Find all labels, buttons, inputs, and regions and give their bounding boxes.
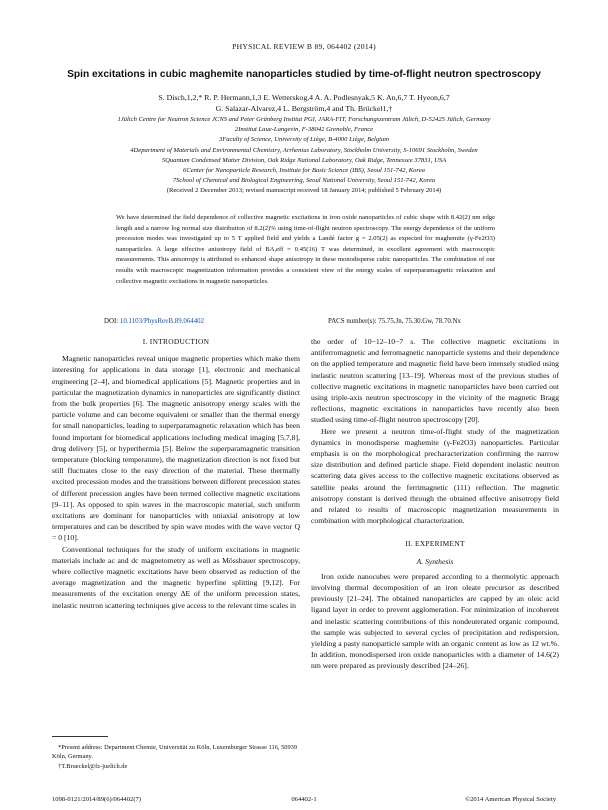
page-number: 064402-1 [291,796,317,803]
affiliation: 6Center for Nanoparticle Research, Institute for Basic Science (IBS), Seoul 151-742, Korea [183,167,425,175]
doi-link[interactable]: 10.1103/PhysRevB.89.064402 [119,318,205,325]
affiliation: 5Quantum Condensed Matter Division, Oak Ridge National Laboratory, Oak Ridge, Tennessee 37831, USA [161,156,447,164]
footnote: *Present address: Department Chemie, Universität zu Köln, Luxemburger Strasse 116, 50939 Köln, Germany. [52,744,298,761]
doi-line [104,318,204,325]
subsection-heading: A. Synthesis [416,556,454,566]
abstract: We have determined the field dependence of collective magnetic excitations in iron oxide nanoparticles of cubic shape with 8.42(2) nm edge length and a narrow log normal size distribution of 8.2(2)% using time-of-flight neutron spectroscopy. The energy dependence of the uniform precession modes was investigated up to 5 T applied field and yields a Landé factor g = 2.05(2) as expected for maghemite (γ-Fe2O3) nanoparticles. A large effective anisotropy field of BA,eff = 0.45(16) T was determined, in excellent agreement with macroscopic measurements. This anisotropy is attributed to enhanced shape anisotropy in these monodisperse cubic nanoparticles. The combination of our results with macroscopic magnetization information provides a consistent view of the energy scales of superparamagnetic relaxation and collective magnetic excitations in magnetic nanoparticles. [116,214,495,285]
affiliation: 1Jülich Centre for Neutron Science JCNS and Peter Grünberg Institut PGI, JARA-FIT, Forschungszentrum Jülich, D-52425 Jülich, Germany [117,116,491,123]
footnotes [52,743,300,771]
affiliation: 7School of Chemical and Biological Engineering, Seoul National University, Seoul 151-742, Korea [172,177,436,185]
author-list [40,92,568,114]
affiliation: 3Faculty of Science, University of Liège, B-4000 Liège, Belgium [218,136,390,144]
journal-header: PHYSICAL REVIEW B 89, 064402 (2014) [232,42,376,51]
affiliations [20,115,588,197]
footer-issn: 1098-0121/2014/89(6)/064402(7) [52,796,142,803]
footer-copyright: ©2014 American Physical Society [465,796,556,803]
left-column [52,336,300,611]
author-line: S. Disch,1,2,* R. P. Hermann,1,3 E. Wetterskog,4 A. A. Podlesnyak,5 K. An,6,7 T. Hyeon,6,7 [158,93,450,102]
affiliation: 2Institut Laue-Langevin, F-38042 Grenoble, France [234,126,374,134]
pacs-numbers: PACS number(s): 75.75.Jn, 75.30.Gw, 78.70.Nx [328,318,461,325]
section-heading: II. EXPERIMENT [405,539,465,549]
received-dates: (Received 2 December 2013; revised manuscript received 18 January 2014; published 5 February 2014) [166,187,442,195]
paragraph: Iron oxide nanocubes were prepared according to a thermolytic approach involving thermal decomposition of an iron oleate precursor as described previously [21–24]. The obtained nanoparticles are capped by an oleic acid ligand layer in order to prevent agglomeration. For minimization of incoherent and inelastic scattering contributions of this nondeuterated organic compound, the sample was subjected to several cycles of precipitation and redispersion, yielding a pasty nanoparticle sample with an organic content as low as 12 wt.%. In addition, monodispersed iron oxide nanoparticles with a diameter of 14.6(2) nm were prepared as previously described [24–26]. [311,571,559,671]
affiliation: 4Department of Materials and Environmental Chemistry, Arrhenius Laboratory, Stockholm University, S-10691 Stockholm, Sweden [130,146,478,154]
paragraph: the order of 10−12–10−7 s. The collective magnetic excitations in antiferromagnetic and ferromagnetic nanoparticle systems and their dependence on the applied temperature and magnetic field have been intensely studied using inelastic neutron scattering [13–19]. Whereas most of the previous studies of collective magnetic excitations in magnetic nanoparticles have been carried out using triple-axis neutron spectroscopy in the vicinity of the magnetic Bragg reflections, magnetic excitations in nanoparticles have recently also been studied using time-of-flight neutron spectroscopy [20]. [311,337,559,425]
right-column [311,336,559,672]
footnote-rule [52,736,108,737]
paragraph: Here we present a neutron time-of-flight study of the magnetization dynamics in monodisperse maghemite (γ-Fe2O3) nanoparticles. Particular emphasis is on the morphological precharacterization confirming the narrow size distribution and defined particle shape. Field dependent inelastic neutron scattering data gives access to the collective magnetic excitations observed as satellite peaks around the ferrimagnetic (111) reflection. The magnetic anisotropy constant is derived through the obtained effective anisotropy field and related to results of macroscopic magnetization measurements in combination with morphological characterization. [311,426,559,526]
author-line: G. Salazar-Alvarez,4 L. Bergström,4 and Th. Brückel1,† [215,104,393,113]
section-heading: I. INTRODUCTION [142,337,210,346]
paragraph: Conventional techniques for the study of uniform excitations in magnetic materials include ac and dc magnetometry as well as Mössbauer spectroscopy, where collective magnetic excitations have been observed as reduction of the average magnetization and the magnetic hyperfine splitting [9,12]. For measurements of the excitation energy ΔE of the uniform precession states, inelastic neutron scattering techniques give access to the relevant time scales in [52,544,300,610]
doi-label: DOI: [104,318,119,325]
paragraph: Magnetic nanoparticles reveal unique magnetic properties which make them interesting for applications in data storage [1], electronic and mechanical engineering [2–4], and biomedical applications [5]. Magnetic properties and in particular the magnetization dynamics in nanoparticles are significantly distinct from the bulk properties [6]. The magnetic anisotropy energy scales with the particle volume and can become equivalent or smaller than the thermal energy for small nanoparticles, leading to superparamagnetic relaxation which has been found important for biomedical applications including medical imaging [5,7,8], drug delivery [5], or hyperthermia [5]. Below the superparamagnetic transition temperature (blocking temperature), the magnetization direction is not fixed but still fluctuates close to the easy direction of the material. These thermally excited precession modes and the transitions between different precession states of different precession angles have been termed collective magnetic excitations [9–11]. As opposed to spin waves in the macroscopic material, such uniform excitations are dominant for nanoparticles with uniaxial anisotropy at low temperatures and can be described by spin wave modes with the wave vector Q = 0 [10]. [52,354,300,543]
paper-title: Spin excitations in cubic maghemite nanoparticles studied by time-of-flight neutron spectroscopy [67,69,541,80]
footnote: †T.Brueckel@fz-juelich.de [58,762,128,770]
